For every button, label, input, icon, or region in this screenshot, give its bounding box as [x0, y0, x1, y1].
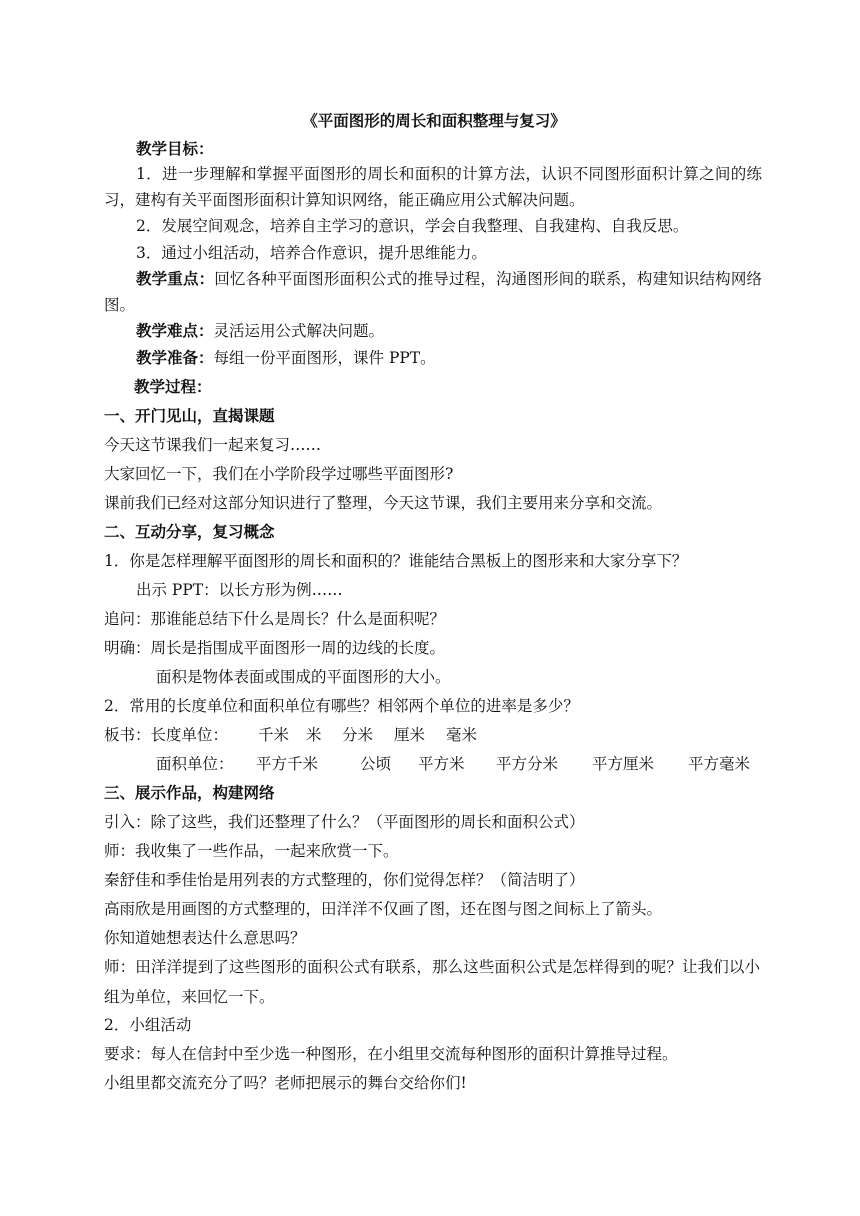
length-unit-1: 千米 [258, 726, 290, 744]
section-2-area-definition: 面积是物体表面或围成的平面图形的大小。 [156, 668, 451, 686]
area-unit-4: 平方分米 [496, 755, 559, 773]
section-3-line-1: 引入：除了这些，我们还整理了什么？（平面图形的周长和面积公式） [104, 813, 585, 831]
difficult-point-text: 灵活运用公式解决问题。 [213, 322, 385, 340]
section-2-heading: 二、互动分享，复习概念 [104, 522, 275, 541]
goal-item-2: 2．发展空间观念，培养自主学习的意识，学会自我整理、自我建构、自我反思。 [136, 217, 689, 235]
area-units-row [156, 753, 816, 775]
section-3-line-3: 秦舒佳和季佳怡是用列表的方式整理的，你们觉得怎样？（简洁明了） [104, 871, 585, 889]
preparation-label: 教学准备： [136, 348, 214, 367]
section-2-ppt-line: 出示 PPT：以长方形为例…… [136, 581, 343, 599]
section-3-heading: 三、展示作品，构建网络 [104, 783, 275, 802]
process-heading: 教学过程： [134, 377, 212, 396]
document-title: 《平面图形的周长和面积整理与复习》 [302, 111, 566, 130]
board-length-label: 板书：长度单位： [104, 726, 229, 744]
area-unit-6: 平方毫米 [688, 755, 751, 773]
area-unit-2: 公顷 [360, 755, 392, 773]
goal-item-1: 1．进一步理解和掌握平面图形的周长和面积的计算方法，认识不同图形面积计算之间的练习，建构有关平面图形面积计算知识网络，能正确应用公式解决问题。 [104, 165, 762, 209]
section-2-question-1: 1．你是怎样理解平面图形的周长和面积的？谁能结合黑板上的图形来和大家分享下？ [104, 552, 688, 570]
section-1-heading: 一、开门见山，直揭课题 [104, 406, 275, 425]
preparation-text: 每组一份平面图形，课件 PPT。 [213, 349, 436, 367]
section-3-line-2: 师：我收集了一些作品，一起来欣赏一下。 [104, 842, 399, 860]
section-2-clarify-line: 明确：周长是指围成平面图形一周的边线的长度。 [104, 639, 446, 657]
length-unit-5: 毫米 [446, 726, 478, 744]
section-3-line-6: 师：田洋洋提到了这些图形的面积公式有联系，那么这些面积公式是怎样得到的呢？让我们以小组为单位，来回忆一下。 [104, 958, 760, 1006]
section-2-ask-line: 追问：那谁能总结下什么是周长？什么是面积呢？ [104, 610, 446, 628]
section-2-question-2: 2．常用的长度单位和面积单位有哪些？相邻两个单位的进率是多少？ [104, 697, 579, 715]
preparation-paragraph [136, 347, 796, 369]
section-3-line-8: 要求：每人在信封中至少选一种图形，在小组里交流每种图形的面积计算推导过程。 [104, 1045, 678, 1063]
difficult-point-paragraph [136, 320, 796, 342]
length-units-row [104, 724, 764, 746]
length-unit-4: 厘米 [394, 726, 426, 744]
area-unit-3: 平方米 [418, 755, 465, 773]
section-1-line-2: 大家回忆一下，我们在小学阶段学过哪些平面图形? [104, 465, 454, 483]
section-3-line-5: 你知道她想表达什么意思吗？ [104, 929, 306, 947]
area-unit-1: 平方千米 [256, 755, 319, 773]
area-unit-5: 平方厘米 [592, 755, 655, 773]
goal-heading: 教学目标： [136, 139, 214, 158]
section-3-line-4: 高雨欣是用画图的方式整理的，田洋洋不仅画了图，还在图与图之间标上了箭头。 [104, 900, 663, 918]
length-unit-3: 分米 [342, 726, 374, 744]
area-units-label: 面积单位： [156, 755, 234, 773]
goal-item-3: 3．通过小组活动，培养合作意识，提升思维能力。 [136, 244, 487, 262]
key-point-label: 教学重点： [136, 269, 215, 288]
section-1-line-3: 课前我们已经对这部分知识进行了整理，今天这节课，我们主要用来分享和交流。 [104, 494, 663, 512]
section-3-line-9: 小组里都交流充分了吗？老师把展示的舞台交给你们! [104, 1074, 467, 1092]
key-point-text: 回忆各种平面图形面积公式的推导过程，沟通图形间的联系，构建知识结构网络图。 [104, 270, 762, 314]
section-1-line-1: 今天这节课我们一起来复习…… [104, 436, 322, 454]
length-unit-2: 米 [306, 726, 322, 744]
key-point-paragraph [104, 266, 762, 318]
section-3-line-7: 2．小组活动 [104, 1016, 192, 1034]
difficult-point-label: 教学难点： [136, 321, 214, 340]
